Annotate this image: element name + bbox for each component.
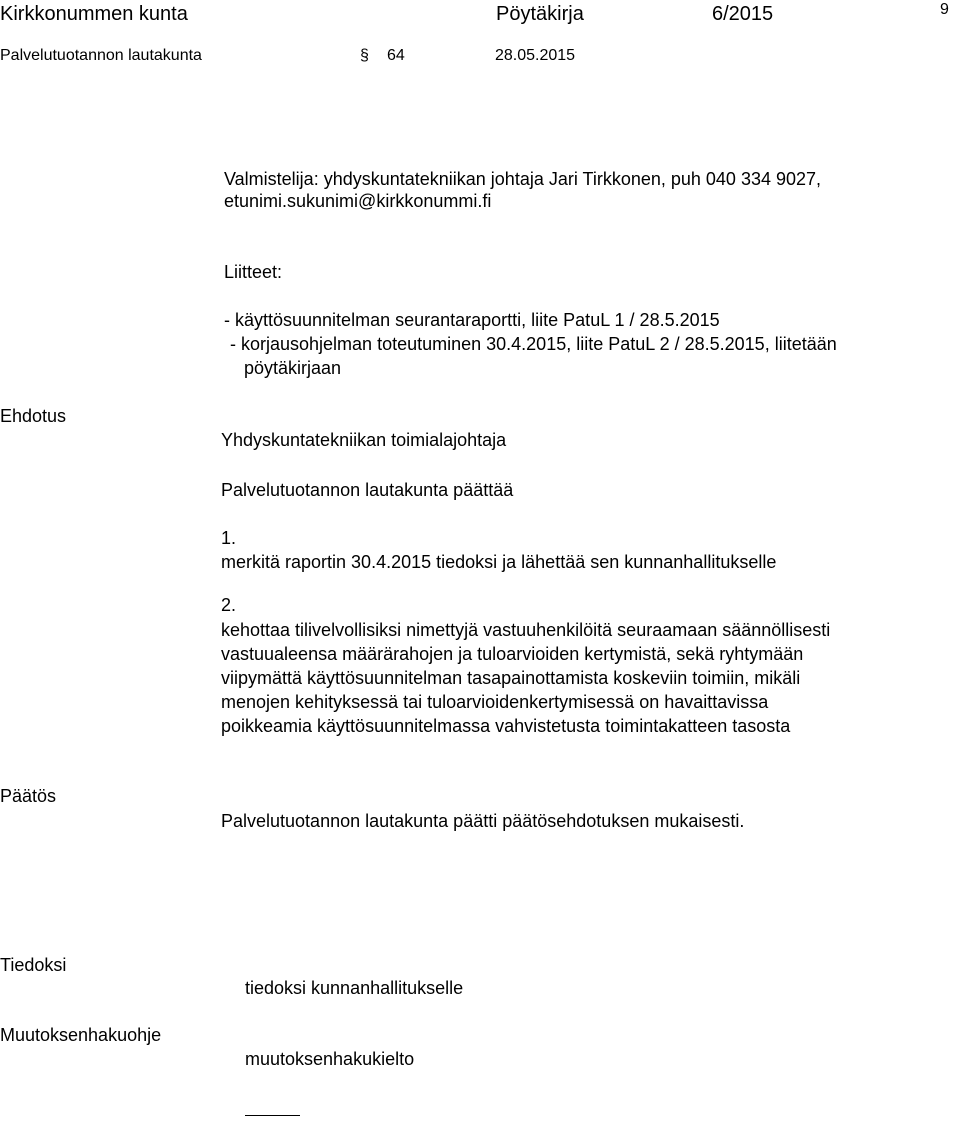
proposal-item-2-line: menojen kehityksessä tai tuloarvioidenkertymisessä on havaittavissa bbox=[221, 692, 769, 712]
document-type: Pöytäkirja bbox=[496, 3, 584, 25]
appeal-value: muutoksenhakukielto bbox=[245, 1049, 415, 1069]
proposal-item-2-number: 2. bbox=[221, 595, 237, 615]
preparer-line-2: etunimi.sukunimi@kirkkonummi.fi bbox=[224, 191, 492, 211]
proposal-item-2-line: vastuualeensa määrärahojen ja tuloarvioiden kertymistä, sekä ryhtymään bbox=[221, 644, 804, 664]
proposal-proposer: Yhdyskuntatekniikan toimialajohtaja bbox=[221, 430, 507, 450]
distribution-label: Tiedoksi bbox=[0, 955, 67, 975]
proposal-item-1-number: 1. bbox=[221, 528, 237, 548]
preparer-line-1: Valmistelija: yhdyskuntatekniikan johtaja Jari Tirkkonen, puh 040 334 9027, bbox=[224, 169, 822, 189]
decision-label: Päätös bbox=[0, 786, 57, 806]
section-symbol: § bbox=[360, 47, 369, 64]
committee-name: Palvelutuotannon lautakunta bbox=[0, 47, 202, 64]
document-number: 6/2015 bbox=[712, 3, 774, 25]
proposal-item-2-line: viipymättä käyttösuunnitelman tasapainottamista koskeviin toimiin, mikäli bbox=[221, 668, 801, 688]
distribution-value: tiedoksi kunnanhallitukselle bbox=[245, 978, 464, 998]
attachments-heading: Liitteet: bbox=[224, 262, 283, 282]
attachment-item-2-line-2: pöytäkirjaan bbox=[244, 358, 342, 378]
proposal-item-1-text: merkitä raportin 30.4.2015 tiedoksi ja lähettää sen kunnanhallitukselle bbox=[221, 552, 777, 572]
meeting-date: 28.05.2015 bbox=[495, 47, 576, 64]
proposal-item-2-line: kehottaa tilivelvollisiksi nimettyjä vastuuhenkilöitä seuraamaan säännöllisesti bbox=[221, 620, 831, 640]
section-number: 64 bbox=[387, 47, 405, 64]
closing-divider bbox=[245, 1115, 300, 1116]
attachment-item-2-line-1: - korjausohjelman toteutuminen 30.4.2015, liite PatuL 2 / 28.5.2015, liitetään bbox=[230, 334, 837, 354]
attachment-item-1: - käyttösuunnitelman seurantaraportti, liite PatuL 1 / 28.5.2015 bbox=[224, 310, 720, 330]
organization-name: Kirkkonummen kunta bbox=[0, 3, 188, 25]
decision-text: Palvelutuotannon lautakunta päätti päätösehdotuksen mukaisesti. bbox=[221, 811, 745, 831]
page-number: 9 bbox=[940, 1, 949, 18]
appeal-label: Muutoksenhakuohje bbox=[0, 1025, 162, 1045]
proposal-intro: Palvelutuotannon lautakunta päättää bbox=[221, 480, 514, 500]
proposal-item-2-line: poikkeamia käyttösuunnitelmassa vahvistetusta toimintakatteen tasosta bbox=[221, 716, 791, 736]
proposal-label: Ehdotus bbox=[0, 406, 67, 426]
